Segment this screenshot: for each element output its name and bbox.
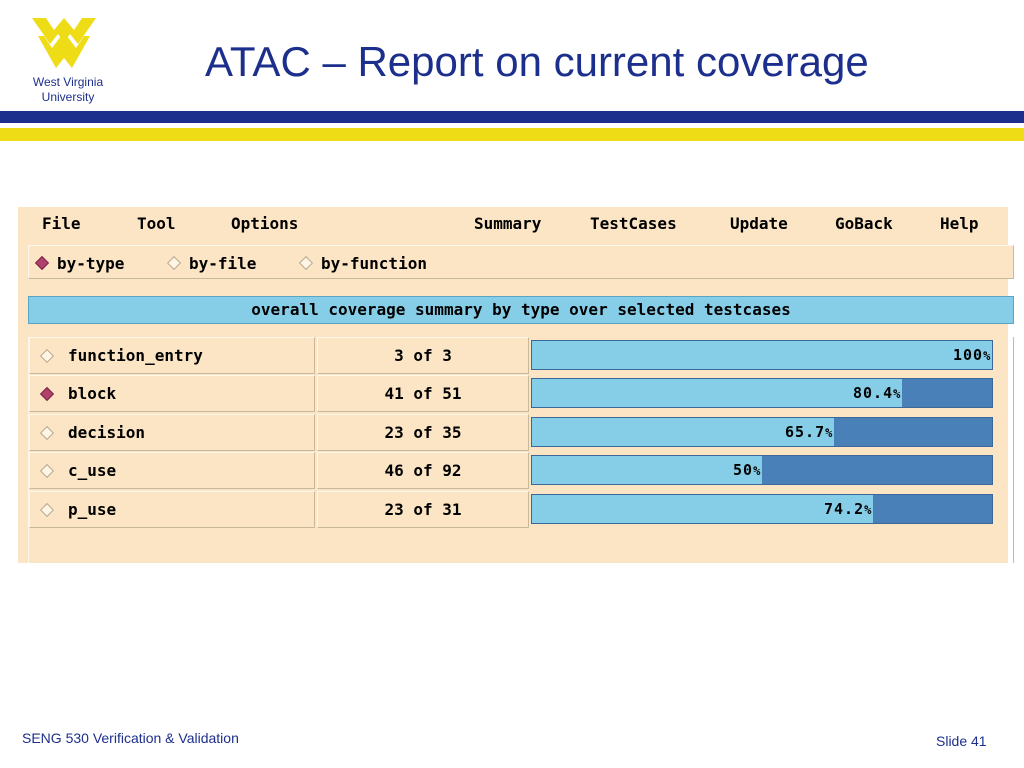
radio-icon	[40, 463, 54, 477]
header-stripe-yellow	[0, 128, 1024, 141]
atac-window	[18, 207, 1008, 563]
coverage-bar-fill	[532, 495, 873, 523]
coverage-bar	[531, 417, 993, 447]
coverage-percent-value: 50	[733, 461, 754, 479]
coverage-percent-label	[823, 499, 873, 519]
coverage-count: 23 of 35	[317, 414, 529, 451]
coverage-percent-label	[852, 383, 902, 403]
coverage-table	[28, 337, 1014, 563]
university-name-line1: West Virginia	[32, 75, 104, 89]
slide-title: ATAC – Report on current coverage	[205, 38, 869, 85]
coverage-type-label: p_use	[68, 500, 117, 519]
coverage-percent-label	[952, 345, 992, 365]
coverage-count: 41 of 51	[317, 375, 529, 412]
summary-title: overall coverage summary by type over selected testcases	[28, 296, 1014, 324]
university-name	[18, 75, 118, 105]
footer-course-name: SENG 530 Verification & Validation	[22, 730, 239, 746]
radio-by-file[interactable]	[163, 254, 256, 272]
coverage-type-radio[interactable]	[29, 452, 315, 489]
coverage-type-label: decision	[68, 423, 146, 442]
menu-update[interactable]: Update	[730, 214, 788, 233]
radio-selected-icon	[35, 256, 49, 270]
table-row	[29, 337, 1015, 374]
percent-symbol: %	[864, 503, 873, 517]
wvu-logo-icon	[30, 14, 98, 72]
coverage-bar	[531, 340, 993, 370]
header-stripe-blue	[0, 111, 1024, 123]
footer-slide-number: Slide 41	[936, 733, 987, 749]
percent-symbol: %	[753, 464, 762, 478]
percent-symbol: %	[825, 426, 834, 440]
coverage-percent-label	[732, 460, 762, 480]
radio-unselected-icon	[299, 256, 313, 270]
radio-by-function-label: by-function	[321, 253, 427, 273]
radio-by-type-label: by-type	[57, 253, 125, 273]
table-row	[29, 452, 1015, 489]
table-row	[29, 491, 1015, 528]
coverage-percent-value: 100	[953, 346, 984, 364]
coverage-bar	[531, 455, 993, 485]
coverage-type-label: c_use	[68, 461, 117, 480]
radio-icon	[40, 348, 54, 362]
radio-by-file-label: by-file	[189, 253, 257, 273]
menu-tool[interactable]: Tool	[137, 214, 176, 233]
radio-icon	[40, 386, 54, 400]
radio-by-type[interactable]	[31, 254, 124, 272]
coverage-count: 3 of 3	[317, 337, 529, 374]
coverage-percent-value: 74.2	[824, 500, 865, 518]
menu-bar	[18, 207, 1008, 241]
menu-file[interactable]: File	[42, 214, 81, 233]
coverage-bar-fill	[532, 341, 992, 369]
percent-symbol: %	[983, 349, 992, 363]
coverage-bar	[531, 378, 993, 408]
coverage-bar-fill	[532, 379, 902, 407]
university-name-line2: University	[41, 90, 95, 104]
coverage-bar	[531, 494, 993, 524]
menu-goback[interactable]: GoBack	[835, 214, 893, 233]
coverage-type-label: function_entry	[68, 346, 203, 365]
table-row	[29, 375, 1015, 412]
coverage-percent-value: 80.4	[853, 384, 894, 402]
radio-by-function[interactable]	[295, 254, 427, 272]
coverage-type-radio[interactable]	[29, 375, 315, 412]
radio-icon	[40, 502, 54, 516]
coverage-count: 46 of 92	[317, 452, 529, 489]
radio-unselected-icon	[167, 256, 181, 270]
coverage-type-radio[interactable]	[29, 491, 315, 528]
view-mode-bar	[28, 245, 1014, 279]
percent-symbol: %	[893, 387, 902, 401]
coverage-bar-fill	[532, 456, 762, 484]
coverage-percent-value: 65.7	[785, 423, 826, 441]
coverage-type-radio[interactable]	[29, 414, 315, 451]
menu-options[interactable]: Options	[231, 214, 299, 233]
table-row	[29, 414, 1015, 451]
radio-icon	[40, 425, 54, 439]
coverage-percent-label	[784, 422, 834, 442]
coverage-type-radio[interactable]	[29, 337, 315, 374]
menu-summary[interactable]: Summary	[474, 214, 542, 233]
coverage-count: 23 of 31	[317, 491, 529, 528]
menu-testcases[interactable]: TestCases	[590, 214, 677, 233]
menu-help[interactable]: Help	[940, 214, 979, 233]
coverage-type-label: block	[68, 384, 117, 403]
